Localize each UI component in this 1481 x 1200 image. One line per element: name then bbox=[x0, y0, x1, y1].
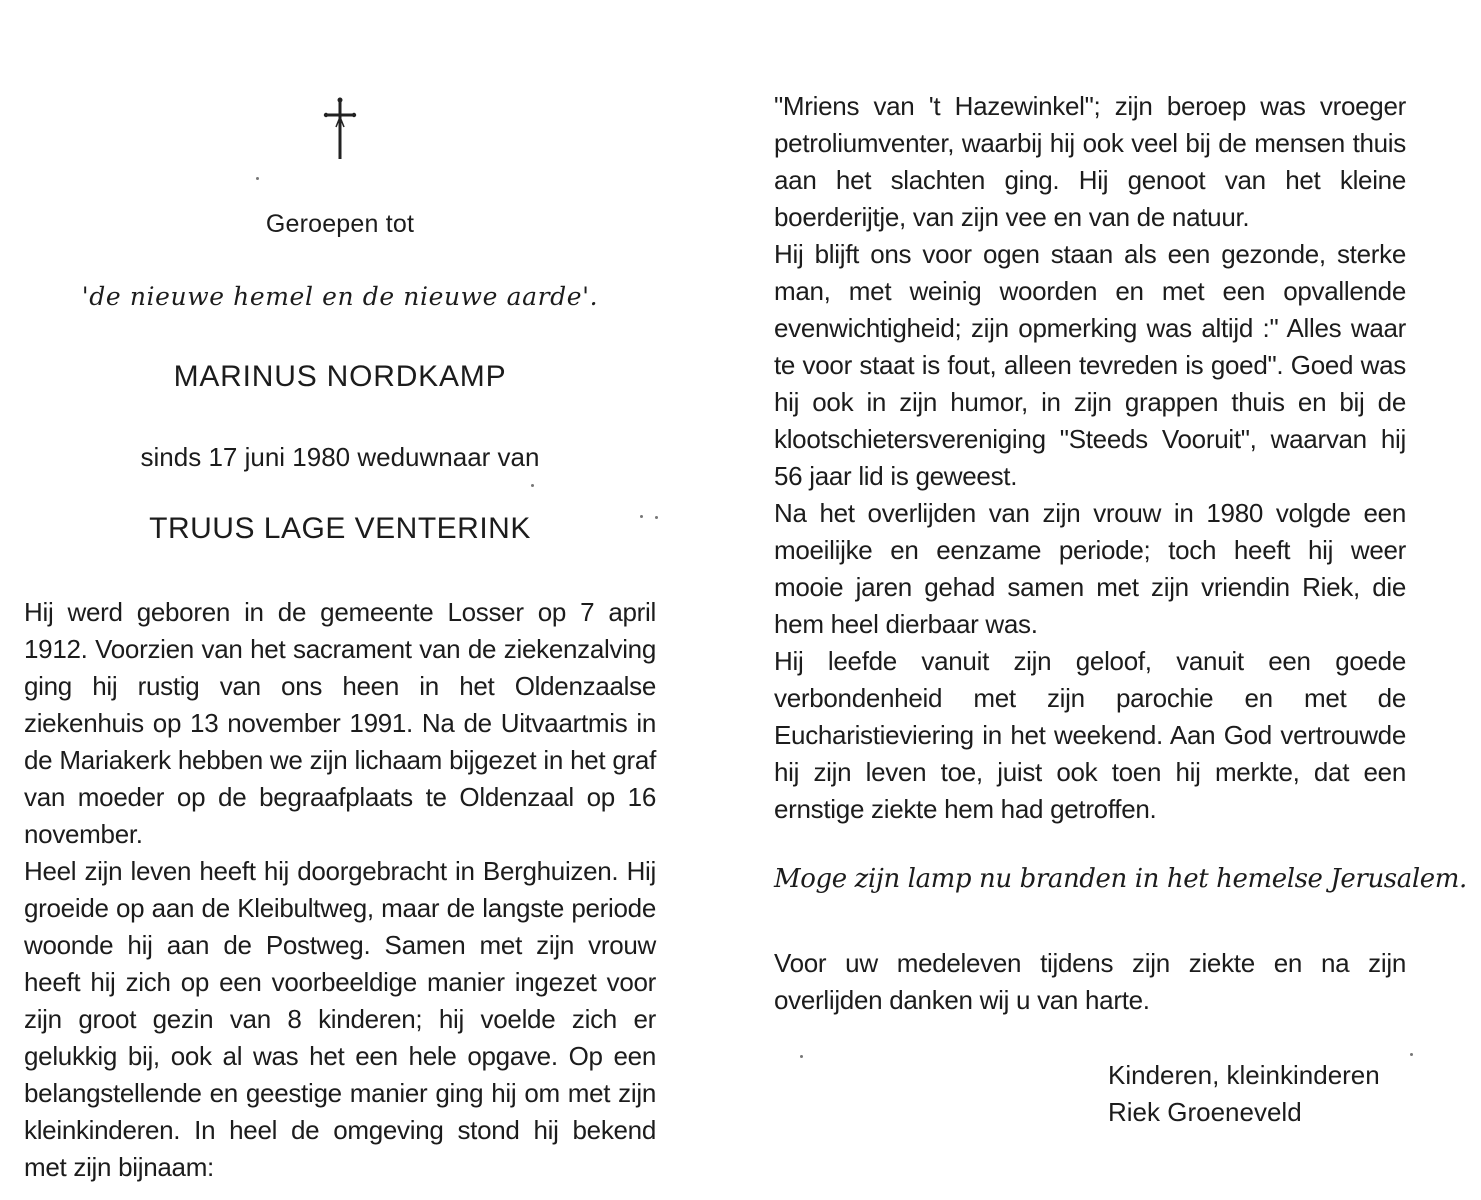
speck bbox=[800, 1055, 803, 1058]
biography-paragraph: Hij blijft ons voor ogen staan als een gezonde, sterke man, met weinig woorden en met een opvallende evenwichtigheid; zijn opmerking was altijd :" Alles waar te voor staat is fout, alleen tevreden is goed". Goed was hij ook in zijn humor, in zijn grappen thuis en bij de klootschietersvereniging "Steeds Vooruit", waarvan hij 56 jaar lid is geweest. bbox=[774, 239, 1406, 491]
signature-line: Kinderen, kleinkinderen bbox=[1108, 1060, 1380, 1090]
speck bbox=[531, 484, 534, 487]
speck bbox=[1410, 1053, 1413, 1056]
biography-paragraph: Hij werd geboren in de gemeente Losser op 7 april 1912. Voorzien van het sacrament van de ziekenzalving ging hij rustig van ons heen in het Oldenzaalse ziekenhuis op 13 november 1991. Na de Uitvaartmis in de Mariakerk hebben we zijn lichaam bijgezet in het graf van moeder op de begraafplaats te Oldenzaal op 16 november. bbox=[24, 597, 656, 849]
cross-icon bbox=[322, 97, 358, 161]
widower-line: sinds 17 juni 1980 weduwnaar van bbox=[140, 442, 540, 472]
speck bbox=[256, 177, 259, 180]
speck bbox=[655, 516, 658, 519]
biography-paragraph: Hij leefde vanuit zijn geloof, vanuit een goede verbondenheid met zijn parochie en met de Eucharistieviering in het weekend. Aan God vertrouwde hij zijn leven toe, juist ook toen hij merkte, dat een ernstige ziekte hem had getroffen. bbox=[774, 646, 1406, 824]
biography-paragraph: Na het overlijden van zijn vrouw in 1980 volgde een moeilijke en eenzame periode; toch heeft hij weer mooie jaren gehad samen met zijn vriendin Riek, die hem heel dierbaar was. bbox=[774, 498, 1406, 639]
right-column bbox=[774, 88, 1406, 828]
biography-paragraph: Heel zijn leven heeft hij doorgebracht in Berghuizen. Hij groeide op aan de Kleibultweg, maar de langste periode woonde hij aan de Postweg. Samen met zijn vrouw heeft hij zich op een voorbeeldige manier ingezet voor zijn groot gezin van 8 kinderen; hij voelde zich er gelukkig bij, ook al was het een hele opgave. Op een belangstellende en geestige manier ging hij om met zijn kleinkinderen. In heel de omgeving stond hij bekend met zijn bijnaam: bbox=[24, 856, 656, 1182]
spouse-name: TRUUS LAGE VENTERINK bbox=[149, 512, 531, 545]
scripture-quote: 'de nieuwe hemel en de nieuwe aarde'. bbox=[81, 282, 599, 311]
closing-motto: Moge zijn lamp nu branden in het hemelse Jerusalem. bbox=[774, 864, 1467, 894]
thanks-paragraph: Voor uw medeleven tijdens zijn ziekte en na zijn overlijden danken wij u van harte. bbox=[774, 948, 1406, 1015]
signatures bbox=[1108, 1057, 1380, 1131]
called-to-heading: Geroepen tot bbox=[265, 210, 415, 238]
signature-line: Riek Groeneveld bbox=[1108, 1097, 1302, 1127]
biography-paragraph: "Mriens van 't Hazewinkel"; zijn beroep was vroeger petroliumventer, waarbij hij ook veel bij de mensen thuis aan het slachten ging. Hij genoot van het kleine boerderijtje, van zijn vee en van de natuur. bbox=[774, 91, 1406, 232]
deceased-name: MARINUS NORDKAMP bbox=[173, 360, 507, 393]
speck bbox=[640, 515, 643, 518]
